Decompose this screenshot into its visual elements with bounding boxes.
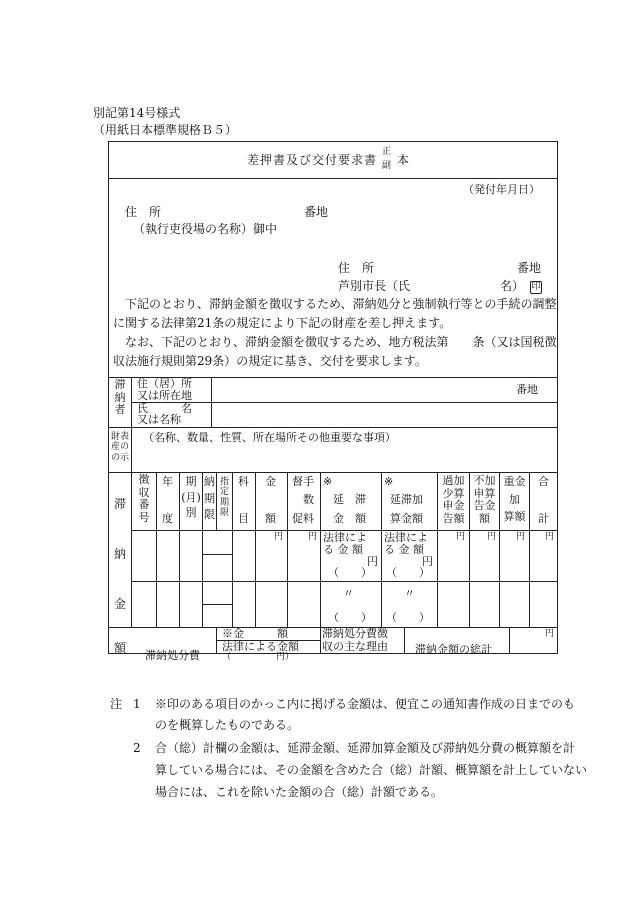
delay-legal-2: る 金 額 (323, 543, 363, 556)
taxpayer-label: 滞 納 者 (114, 378, 126, 417)
col-header-fee-3: 促料 (292, 512, 314, 525)
issuer-mayor-suffix: 名） (500, 279, 525, 293)
delay-legal-1: 法律によ (323, 531, 367, 544)
note-2-line-2: 算している場合には、その金額を含めた合（総）計額、概算額を計上していない (155, 763, 588, 777)
bottom-line-3 (404, 627, 405, 654)
col-header-due: 納 期 限 (204, 475, 215, 522)
addressee-office-name: （執行吏役場の名称）御中 (133, 222, 278, 236)
issuer-address-label: 住 所 (338, 261, 375, 275)
taxpayer-banchi: 番地 (516, 383, 538, 396)
taxpayer-address-label-2: 又は所在地 (137, 389, 192, 402)
fee-reason-1: 滞納処分費徴 (322, 627, 388, 640)
body-line-2: に関する法律第21条の規定により下記の財産を差し押えます。 (113, 316, 452, 330)
notes-prefix: 注 (110, 697, 123, 711)
yen-amount: 円 (274, 532, 284, 542)
due-subrow-line-1 (202, 554, 232, 555)
yen-total: 円 (545, 532, 555, 542)
property-bottom-line (108, 472, 558, 473)
col-header-year-1: 年 (162, 475, 173, 488)
due-subrow-line-2 (202, 604, 232, 605)
delay-legal-paren: （ ） (328, 566, 372, 579)
paper-size: （用紙日本標準規格Ｂ５） (93, 123, 238, 137)
title-copy-top: 正 (382, 147, 392, 157)
title-divider (108, 178, 558, 179)
col-header-period: 期 (月) 別 (181, 475, 201, 520)
note-2-line-1: 合（総）計欄の金額は、延滞金額、延滞加算金額及び滞納処分費の概算額を計 (155, 741, 576, 755)
col-line-6 (255, 472, 256, 627)
grand-total-label: 滞納金額の総計 (415, 643, 492, 656)
amount-label-3: 金 (114, 597, 127, 611)
fee-label: 滞納処分費 (145, 649, 200, 662)
col-line-1 (156, 472, 157, 627)
issuer-banchi: 番地 (517, 261, 542, 275)
addressee-banchi: 番地 (304, 205, 329, 219)
delay-add-legal-yen: 円 (422, 555, 433, 568)
col-line-5 (232, 472, 233, 627)
property-description: （名称、数量、性質、所在場所その他重要な事項） (143, 431, 396, 444)
col-header-delay-mark: ※ (323, 475, 333, 488)
col-header-delay-add-mark: ※ (384, 475, 394, 488)
body-line-1: 下記のとおり、滞納金額を徴収するため、滞納処分と強制執行等との手続の調整 (125, 297, 557, 311)
property-label-divider (131, 427, 132, 472)
property-label: 財表 産の の示 (110, 432, 129, 463)
col-header-amount-1: 金 (265, 475, 276, 488)
amount-label-1: 滞 (114, 497, 127, 511)
col-header-delay-add-2: 算金額 (390, 512, 423, 525)
col-header-no-report: 不加 申算 告金 額 (473, 474, 496, 525)
col-header-fee-1: 督手 (292, 475, 314, 488)
amount-row1-line (131, 581, 558, 582)
col-header-under-report: 過加 少算 申金 告額 (442, 474, 465, 525)
amount-label-4: 額 (114, 641, 127, 655)
taxpayer-name-label-1: 氏 名 (137, 402, 192, 415)
col-header-total-2: 計 (538, 512, 549, 525)
form-number: 別記第14号様式 (93, 106, 181, 120)
delay-ditto-paren: （ ） (328, 611, 372, 624)
taxpayer-mid-line (131, 402, 558, 403)
col-header-total-1: 合 (538, 475, 549, 488)
delay-add-ditto: 〃 (404, 587, 415, 600)
col-header-heavy: 重金 加 算額 (503, 475, 526, 524)
col-line-13 (529, 472, 530, 627)
col-header-collect-no: 徴 収 番 号 (138, 473, 150, 524)
yen-under-report: 円 (456, 532, 466, 542)
col-line-7 (287, 472, 288, 627)
delay-add-legal-1: 法律によ (384, 531, 428, 544)
col-header-fee-2: 数 (303, 493, 314, 506)
col-header-delay-1: 延 滞 (333, 493, 366, 506)
taxpayer-bottom-line (108, 427, 558, 428)
fee-legal: 法律による金額 (222, 640, 299, 653)
yen-fee: 円 (308, 532, 318, 542)
fee-reason-2: 収の主な理由 (322, 640, 388, 653)
col-line-8 (320, 472, 321, 627)
col-header-delay-add-1: 延滞加 (390, 493, 423, 506)
note-1-line-2: のを概算したものである。 (155, 718, 300, 732)
taxpayer-name-label-2: 又は名称 (137, 413, 181, 426)
col-header-item-1: 科 (238, 475, 249, 488)
col-header-item-2: 目 (238, 512, 249, 525)
bottom-line-2 (320, 627, 321, 654)
col-header-amount-2: 額 (265, 512, 276, 525)
yen-no-report: 円 (487, 532, 497, 542)
fee-amount-label: ※金 額 (222, 627, 288, 640)
taxpayer-address-label-1: 住（居）所 (137, 377, 192, 390)
title-copy-suffix: 本 (397, 153, 410, 167)
delay-add-ditto-paren: （ ） (386, 611, 430, 624)
delay-ditto: 〃 (343, 587, 354, 600)
yen-heavy: 円 (516, 532, 526, 542)
body-line-4: 収法施行規則第29条）の規定に基き、交付を要求します。 (113, 354, 427, 368)
bottom-line-4 (509, 627, 510, 654)
issue-date: （発付年月日） (463, 183, 540, 196)
body-line-3: なお、下記のとおり、滞納金額を徴収するため、地方税法第 条（又は国税徴 (125, 335, 557, 349)
title-copy-bottom: 副 (382, 161, 392, 171)
grand-total-yen: 円 (545, 629, 555, 639)
col-line-9 (381, 472, 382, 627)
col-header-designated: 指 定 期 限 (219, 477, 229, 519)
fee-legal-yen: （ 円） (222, 652, 295, 662)
form-title: 差押書及び交付要求書 (247, 153, 378, 167)
col-header-delay-2: 金 額 (333, 512, 366, 525)
issuer-mayor-prefix: 芦別市長（氏 (338, 279, 411, 293)
note-2-line-3: 場合には、これを除いた金額の合（総）計額である。 (155, 785, 444, 799)
delay-add-legal-2: る 金 額 (384, 543, 424, 556)
seal-mark: 印 (531, 282, 541, 292)
col-header-year-2: 度 (162, 512, 173, 525)
note-1-number: 1 (133, 697, 141, 711)
note-1-line-1: ※印のある項目のかっこ内に掲げる金額は、便宜この通知書作成の日までのも (155, 697, 576, 711)
delay-add-legal-paren: （ ） (386, 566, 430, 579)
delay-legal-yen: 円 (367, 555, 378, 568)
amount-label-2: 納 (114, 547, 127, 561)
addressee-address-label: 住 所 (125, 205, 162, 219)
note-2-number: 2 (133, 741, 141, 755)
